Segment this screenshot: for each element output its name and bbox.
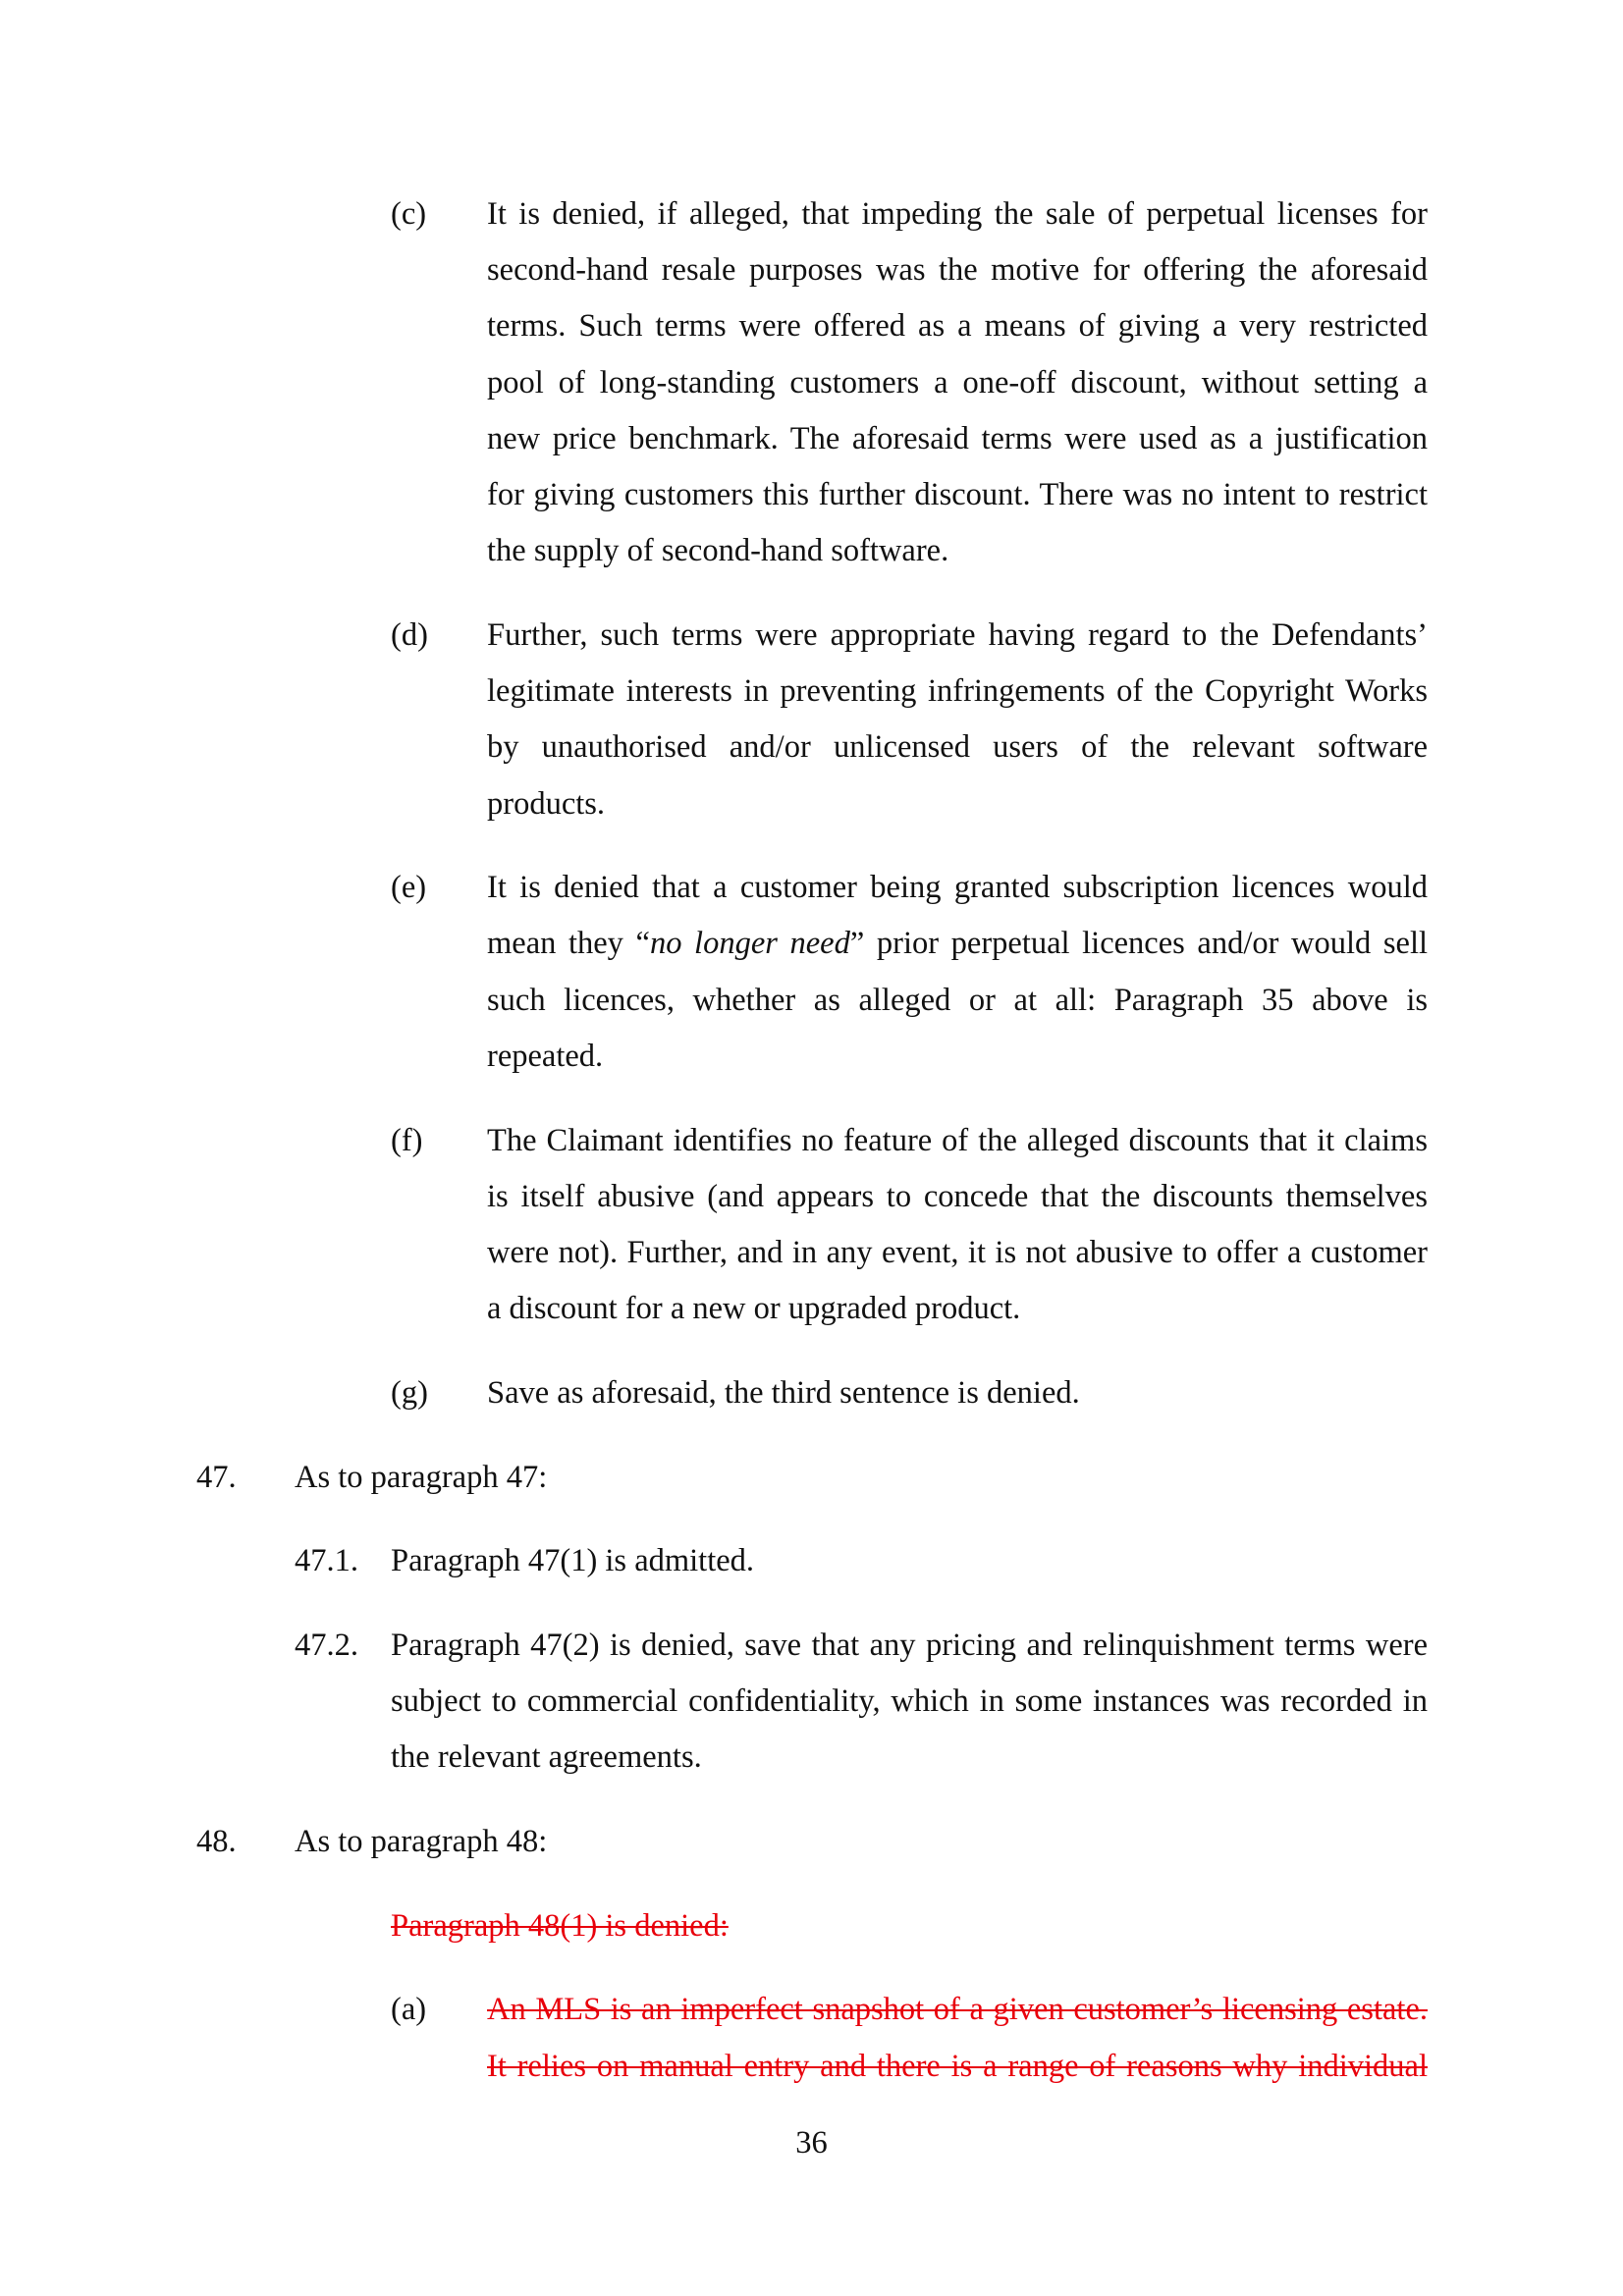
- sub-item-text: The Claimant identifies no feature of the alleged discounts that it claims is itself abusive (and appears to concede that the discounts themselves were not). Further, and in any event, it is not abusive to offer a customer a discount for a new or upgraded product.: [487, 1122, 1428, 1327]
- paragraph-heading: As to paragraph 47:: [295, 1459, 548, 1495]
- sub-item-f: [0, 1113, 1623, 1338]
- paragraph-heading: As to paragraph 48:: [295, 1824, 548, 1860]
- sub-item-e: [0, 860, 1623, 1085]
- sub-item-text: [487, 860, 1428, 1085]
- deleted-text: An MLS is an imperfect snapshot of a given customer’s licensing estate. It relies on manual entry and there is a range of reasons why individual: [487, 1992, 1428, 2084]
- paragraph-47-1: [0, 1533, 1623, 1589]
- sub-item-text: Save as aforesaid, the third sentence is denied.: [487, 1374, 1080, 1411]
- sub-item-text: It is denied, if alleged, that impeding the sale of perpetual licenses for second-hand resale purposes was the motive for offering the aforesaid terms. Such terms were offered as a means of giving a very restricted pool of long-standing customers a one-off discount, without setting a new price benchmark. The aforesaid terms were used as a justification for giving customers this further discount. There was no intent to restrict the supply of second-hand software.: [487, 196, 1428, 569]
- sub-item-c: [0, 187, 1623, 579]
- document-page: [0, 187, 1623, 2122]
- sub-paragraph-number: 47.1.: [295, 1543, 358, 1579]
- sub-item-marker: (d): [391, 616, 428, 653]
- sub-item-marker: (f): [391, 1122, 423, 1158]
- sub-item-marker: (c): [391, 196, 427, 232]
- sub-item-d: [0, 608, 1623, 832]
- sub-item-a: [0, 1982, 1623, 2094]
- paragraph-number: 48.: [196, 1824, 237, 1860]
- sub-item-g: [0, 1365, 1623, 1421]
- sub-item-marker: (a): [391, 1992, 427, 2028]
- text-segment: ” prior perpetual licences and/or would sell such licences, whether as alleged or at all: Paragraph 35 above is repeated.: [487, 926, 1429, 1074]
- sub-item-marker: (g): [391, 1374, 428, 1411]
- paragraph-number: 47.: [196, 1459, 237, 1495]
- sub-paragraph-number: 47.2.: [295, 1627, 358, 1663]
- paragraph-47-2: [0, 1618, 1623, 1787]
- quoted-phrase: no longer need: [649, 926, 850, 962]
- sub-paragraph-text: Paragraph 47(1) is admitted.: [391, 1543, 755, 1579]
- sub-paragraph-text: Paragraph 47(2) is denied, save that any pricing and relinquishment terms were subject to commercial confidentiality, which in some instances was recorded in the relevant agreements.: [391, 1627, 1428, 1776]
- paragraph-47: [0, 1450, 1623, 1506]
- deleted-intro: [0, 1898, 1623, 1954]
- page-number: 36: [795, 2125, 828, 2161]
- deleted-text: Paragraph 48(1) is denied:: [391, 1907, 729, 1944]
- paragraph-48: [0, 1814, 1623, 1870]
- sub-item-text: Further, such terms were appropriate having regard to the Defendants’ legitimate interests in preventing infringements of the Copyright Works by unauthorised and/or unlicensed users of the relevant software products.: [487, 616, 1428, 822]
- sub-item-marker: (e): [391, 870, 427, 906]
- text-segment: It is denied that a customer being granted subscription licences would mean they “: [487, 870, 1428, 962]
